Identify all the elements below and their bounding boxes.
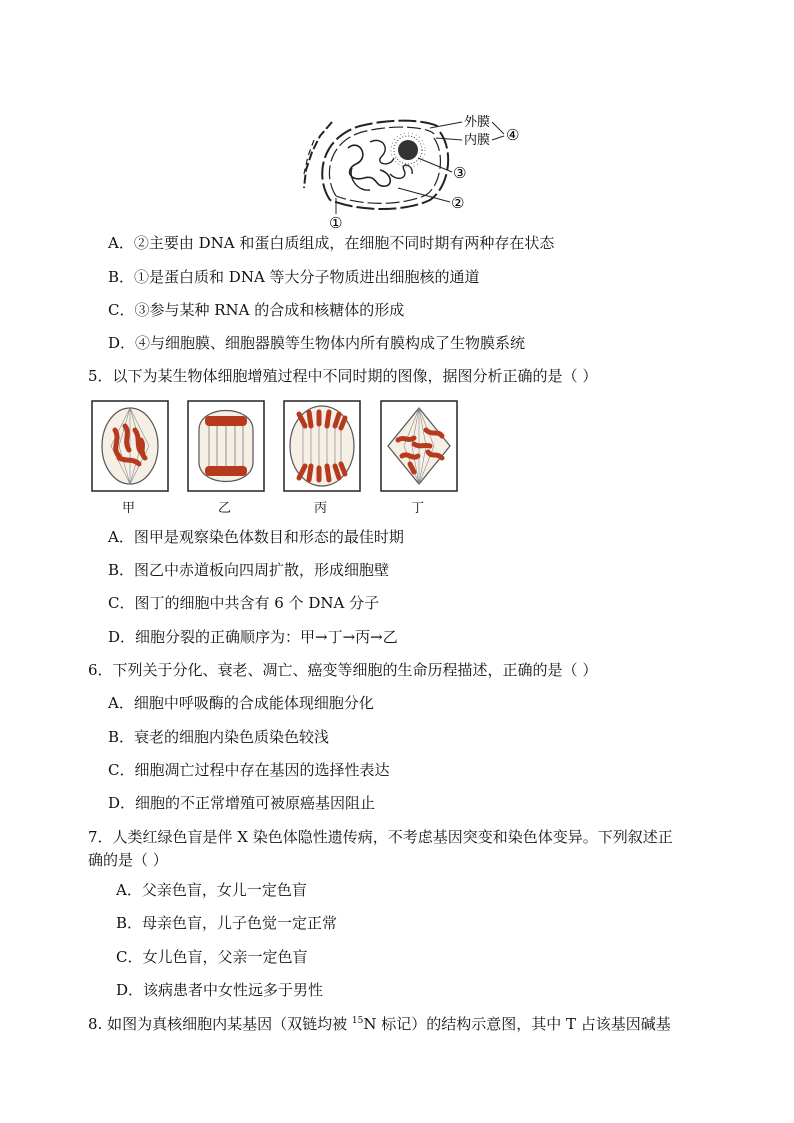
cell-image-bing xyxy=(283,400,361,492)
q7-stem-line1: 7．人类红绿色盲是伴 X 染色体隐性遗传病，不考虑基因突变和染色体变异。下列叙述正 xyxy=(88,828,673,846)
marker-3: ③ xyxy=(453,164,467,182)
q4-option-c: C．③参与某种 RNA 的合成和核糖体的形成 xyxy=(108,301,405,319)
q5-option-d: D．细胞分裂的正确顺序为：甲→丁→丙→乙 xyxy=(108,628,398,646)
q5-stem: 5．以下为某生物体细胞增殖过程中不同时期的图像，据图分析正确的是（ ） xyxy=(88,367,598,385)
q8-isotope-superscript: 15 xyxy=(351,1016,364,1026)
caption-bing: 丙 xyxy=(314,501,328,516)
caption-jia: 甲 xyxy=(122,501,136,516)
q7-stem-line2: 确的是（ ） xyxy=(88,851,168,869)
q6-stem: 6．下列关于分化、衰老、凋亡、癌变等细胞的生命历程描述，正确的是（ ） xyxy=(88,661,598,679)
q8-stem-part2: N 标记）的结构示意图，其中 T 占该基因碱基 xyxy=(363,1015,671,1033)
q5-option-a: A．图甲是观察染色体数目和形态的最佳时期 xyxy=(108,528,404,546)
outer-membrane-label: 外膜 xyxy=(464,115,491,130)
q6-option-a: A．细胞中呼吸酶的合成能体现细胞分化 xyxy=(108,694,374,712)
marker-1: ① xyxy=(329,214,343,230)
q8-stem xyxy=(88,1014,671,1034)
cell-image-yi xyxy=(187,400,265,492)
q8-stem-part1: 8. 如图为真核细胞内某基因（双链均被 xyxy=(88,1015,352,1033)
q7-option-a: A．父亲色盲，女儿一定色盲 xyxy=(116,881,307,899)
caption-ding: 丁 xyxy=(411,501,425,516)
inner-membrane-label: 内膜 xyxy=(464,133,491,148)
q6-option-b: B．衰老的细胞内染色质染色较浅 xyxy=(108,728,330,746)
q4-option-a: A．②主要由 DNA 和蛋白质组成，在细胞不同时期有两种存在状态 xyxy=(108,234,555,252)
q5-option-b: B．图乙中赤道板向四周扩散，形成细胞壁 xyxy=(108,561,390,579)
marker-4: ④ xyxy=(506,126,520,144)
q7-option-d: D．该病患者中女性远多于男性 xyxy=(116,981,324,999)
nucleus-diagram xyxy=(290,108,530,230)
q6-option-c: C．细胞凋亡过程中存在基因的选择性表达 xyxy=(108,761,390,779)
q6-option-d: D．细胞的不正常增殖可被原癌基因阻止 xyxy=(108,794,376,812)
q4-option-b: B．①是蛋白质和 DNA 等大分子物质进出细胞核的通道 xyxy=(108,268,480,286)
q4-option-d: D．④与细胞膜、细胞器膜等生物体内所有膜构成了生物膜系统 xyxy=(108,334,526,352)
marker-2: ② xyxy=(451,194,465,212)
q7-option-c: C．女儿色盲，父亲一定色盲 xyxy=(116,948,308,966)
caption-yi: 乙 xyxy=(218,501,232,516)
q7-option-b: B．母亲色盲，儿子色觉一定正常 xyxy=(116,914,338,932)
cell-image-jia xyxy=(91,400,169,492)
cell-image-ding xyxy=(380,400,458,492)
q5-option-c: C．图丁的细胞中共含有 6 个 DNA 分子 xyxy=(108,594,380,612)
